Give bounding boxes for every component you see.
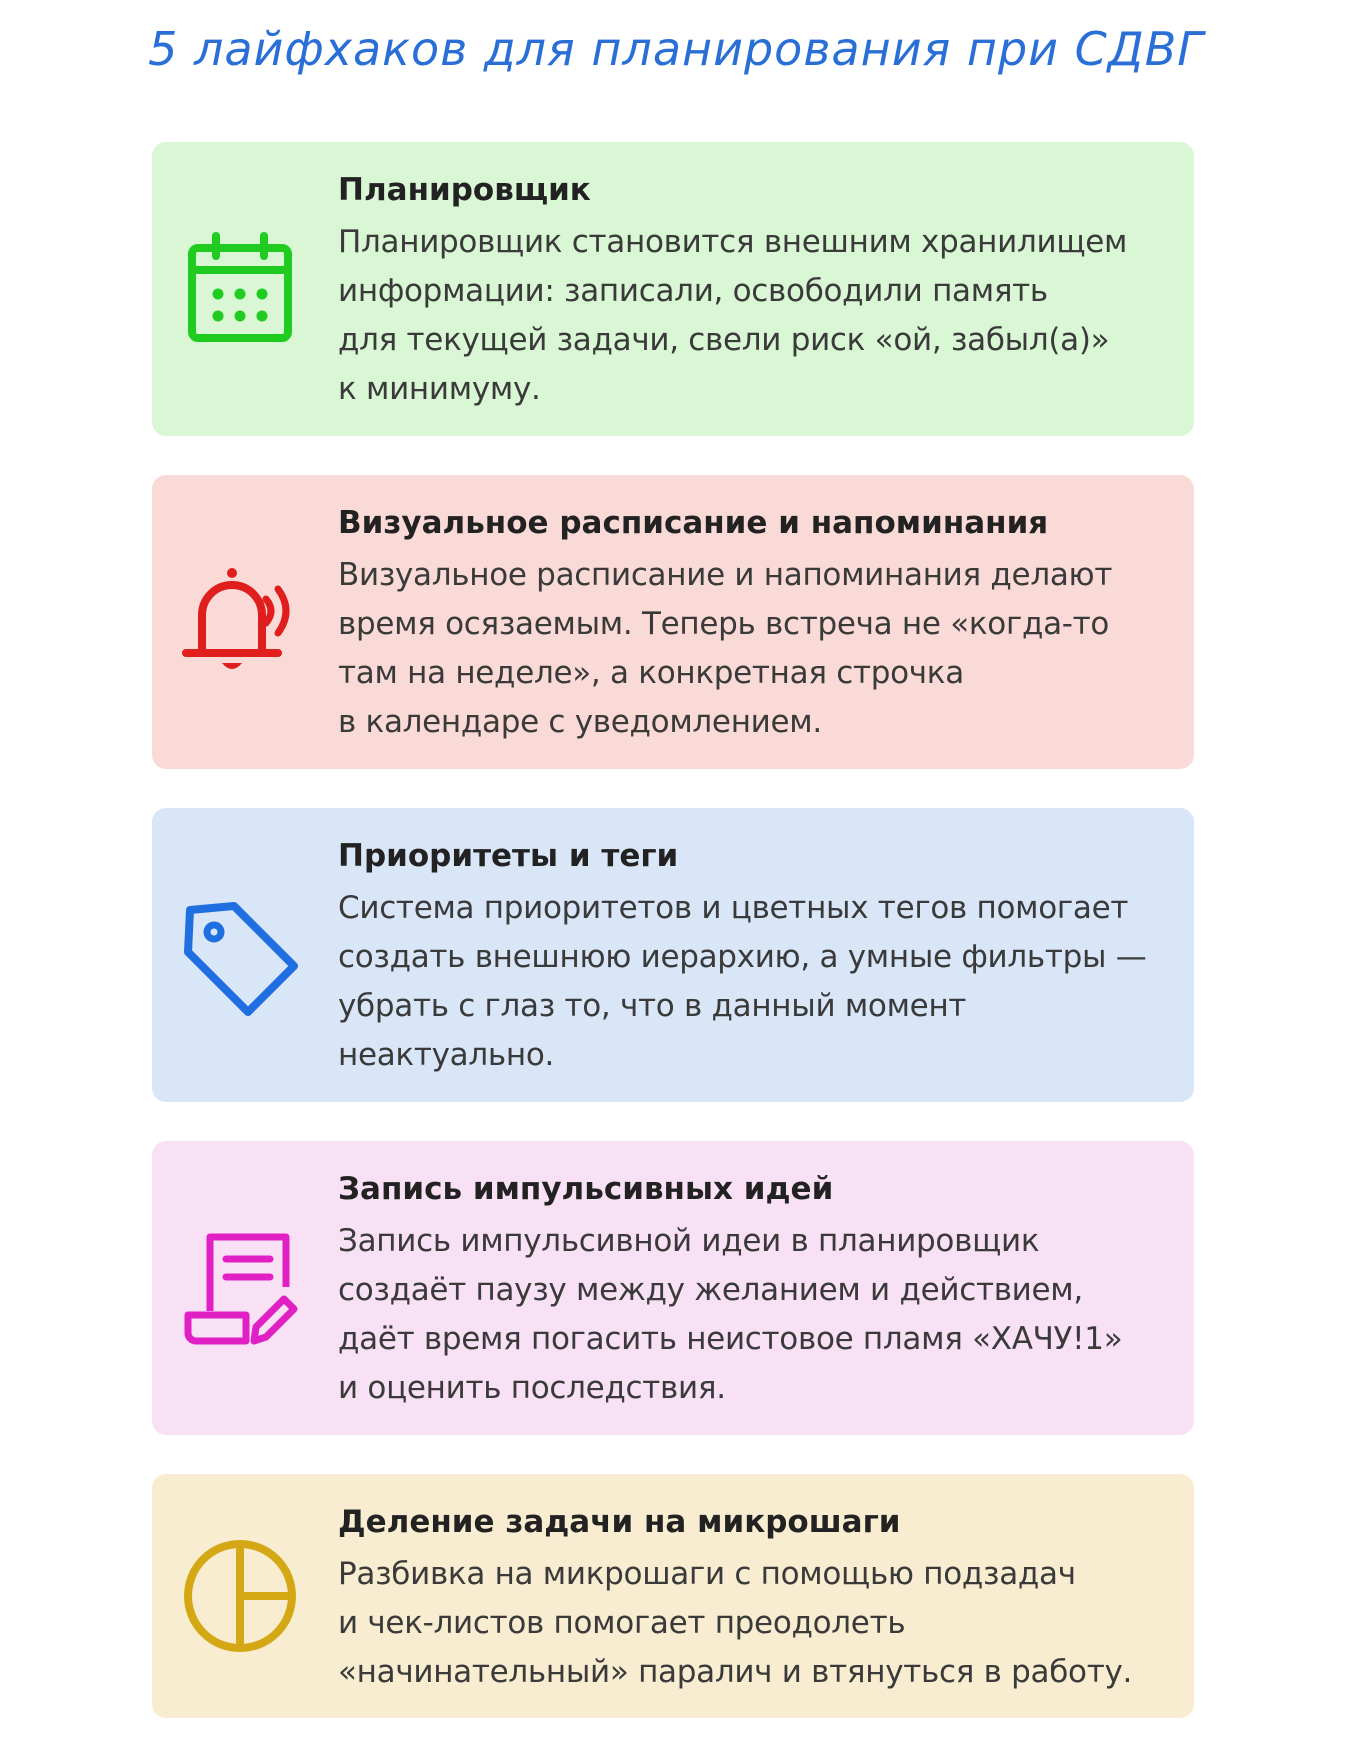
card-body-line: «начинательный» паралич и втянуться в работу.: [338, 1654, 1133, 1690]
page-title: 5 лайфхаков для планирования при СДВГ: [148, 22, 1204, 76]
calendar-icon: [180, 230, 300, 350]
card-body-line: и оценить последствия.: [338, 1370, 726, 1406]
card-body-line: даёт время погасить неистовое пламя «ХАЧУ!1»: [338, 1321, 1123, 1357]
card-body-line: к минимуму.: [338, 371, 541, 407]
card-planner: [152, 142, 1194, 436]
card-body-line: создать внешнюю иерархию, а умные фильтры —: [338, 939, 1147, 975]
card-body-line: Разбивка на микрошаги с помощью подзадач: [338, 1556, 1076, 1592]
bell-ringing-icon: [180, 563, 300, 683]
card-microsteps: [152, 1474, 1194, 1718]
card-body-line: в календаре с уведомлением.: [338, 704, 822, 740]
card-body: [338, 884, 1178, 1080]
card-body-line: создаёт паузу между желанием и действием,: [338, 1272, 1083, 1308]
card-body-line: Планировщик становится внешним хранилищем: [338, 224, 1128, 260]
note-edit-icon-svg: [180, 1229, 300, 1349]
card-body-line: время осязаемым. Теперь встреча не «когда-то: [338, 606, 1110, 642]
pie-chart-icon-svg: [180, 1536, 300, 1656]
card-body-line: и чек-листов помогает преодолеть: [338, 1605, 906, 1641]
card-impulsive-ideas: [152, 1141, 1194, 1435]
card-heading: Планировщик: [338, 172, 591, 208]
card-body: [338, 551, 1178, 747]
card-body-line: информации: записали, освободили память: [338, 273, 1048, 309]
bell-ringing-icon-svg: [180, 563, 300, 683]
card-priorities-tags: [152, 808, 1194, 1102]
card-heading: Деление задачи на микрошаги: [338, 1504, 901, 1540]
card-body-line: Запись импульсивной идеи в планировщик: [338, 1223, 1040, 1259]
card-body-line: Визуальное расписание и напоминания делают: [338, 557, 1113, 593]
pie-chart-icon: [180, 1536, 300, 1656]
card-heading: Приоритеты и теги: [338, 838, 679, 874]
calendar-icon-svg: [180, 230, 300, 350]
card-body-line: для текущей задачи, свели риск «ой, забыл(а)»: [338, 322, 1110, 358]
card-body: [338, 218, 1178, 414]
card-heading: Визуальное расписание и напоминания: [338, 505, 1049, 541]
card-body: [338, 1217, 1178, 1413]
note-edit-icon: [180, 1229, 300, 1349]
card-body-line: неактуально.: [338, 1037, 555, 1073]
card-visual-schedule: [152, 475, 1194, 769]
tag-icon: [180, 896, 300, 1016]
card-body: [338, 1550, 1178, 1697]
tag-icon-svg: [180, 896, 300, 1016]
card-body-line: там на неделе», а конкретная строчка: [338, 655, 964, 691]
card-body-line: убрать с глаз то, что в данный момент: [338, 988, 967, 1024]
card-body-line: Система приоритетов и цветных тегов помогает: [338, 890, 1129, 926]
card-heading: Запись импульсивных идей: [338, 1171, 834, 1207]
